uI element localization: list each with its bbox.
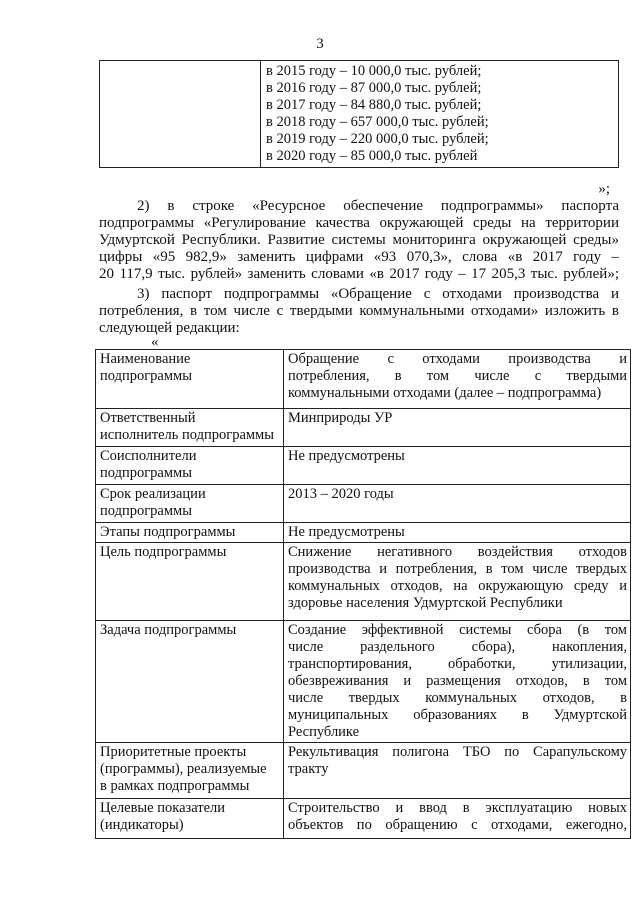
table-row [96,485,631,523]
value-line: Создание эффективной системы сбора (в том [288,622,627,638]
row-label [96,350,284,409]
label-line: подпрограммы [100,368,192,384]
paragraph-line: потребления, в том числе с твердыми коммунальными отходами» изложить в [99,303,619,319]
value-line: числе твердых коммунальных отходов, в [288,690,627,706]
label-line: Наименование [100,351,191,367]
row-value [284,523,631,543]
page-number: 3 [316,36,324,52]
funding-table [99,60,619,168]
label-line: Целевые показатели [100,800,226,816]
paragraph-line: следующей редакции: [99,320,240,336]
paragraph-2 [99,198,619,283]
table-row [96,350,631,409]
paragraph-line: подпрограммы «Регулирование качества окружающей среды на территории [99,215,619,231]
value-line: здоровье населения Удмуртской Республики [288,595,563,611]
row-value [284,543,631,621]
row-label [96,799,284,839]
value-line: коммунальных отходов, на окружающую среду и [288,578,627,594]
row-value [284,485,631,523]
value-line: Строительство и ввод в эксплуатацию новых [288,800,627,816]
row-value [284,447,631,485]
funding-line: в 2018 году – 657 000,0 тыс. рублей; [266,114,489,130]
value-line: транспортирования, обработки, утилизации, [288,656,627,672]
value-line: Снижение негативного воздействия отходов [288,544,627,560]
funding-line: в 2015 году – 10 000,0 тыс. рублей; [266,63,482,79]
table-row [100,61,619,168]
row-label [96,485,284,523]
value-line: Не предусмотрены [288,524,405,540]
label-line: подпрограммы [100,503,192,519]
paragraph-line: 2) в строке «Ресурсное обеспечение подпрограммы» паспорта [137,198,619,214]
paragraph-line: 3) паспорт подпрограммы «Обращение с отходами производства и [137,286,619,302]
label-line: подпрограммы [100,465,192,481]
funding-line: в 2019 году – 220 000,0 тыс. рублей; [266,131,489,147]
empty-cell [100,61,261,168]
label-line: исполнитель подпрограммы [100,427,274,443]
paragraph-3 [99,286,619,337]
value-line: 2013 – 2020 годы [288,486,394,502]
table-row [96,799,631,839]
funding-cell [261,61,619,168]
table-row [96,409,631,447]
value-line: числе раздельного сбора), накопления, [288,639,627,655]
row-label [96,621,284,743]
funding-line: в 2016 году – 87 000,0 тыс. рублей; [266,80,482,96]
table-row [96,523,631,543]
row-value [284,350,631,409]
paragraph-line: Удмуртской Республики. Развитие системы мониторинга окружающей среды» [99,232,619,248]
value-line: потребления, в том числе с твердыми [288,368,627,384]
row-label [96,523,284,543]
row-label [96,743,284,799]
label-line: Соисполнители [100,448,197,464]
label-line: Этапы подпрограммы [100,524,236,540]
value-line: Минприроды УР [288,410,393,426]
row-value [284,743,631,799]
paragraph-line: цифры «95 982,9» заменить цифрами «93 070,3», слова «в 2017 году – [99,249,619,265]
label-line: Задача подпрограммы [100,622,237,638]
table-row [96,543,631,621]
label-line: (индикаторы) [100,817,184,833]
row-value [284,409,631,447]
value-line: муниципальных образованиях в Удмуртской [288,707,627,723]
paragraph-line: 20 117,9 тыс. рублей» заменить словами «в 2017 году – 17 205,3 тыс. рублей»; [99,266,619,282]
label-line: Цель подпрограммы [100,544,227,560]
label-line: Приоритетные проекты [100,744,247,760]
label-line: в рамках подпрограммы [100,778,250,794]
value-line: Республике [288,724,360,740]
value-line: производства и потребления, в том числе твердых [288,561,627,577]
funding-line: в 2017 году – 84 880,0 тыс. рублей; [266,97,482,113]
opening-quote-mark: « [151,334,159,350]
funding-line: в 2020 году – 85 000,0 тыс. рублей [266,148,478,164]
table-row [96,447,631,485]
subprogram-passport-table [95,349,631,839]
row-label [96,447,284,485]
value-line: объектов по обращению с отходами, ежегодно, [288,817,627,833]
row-label [96,543,284,621]
value-line: Рекультивация полигона ТБО по Сарапульскому [288,744,627,760]
table-row [96,743,631,799]
closing-quote-mark: »; [598,181,610,197]
row-value [284,799,631,839]
row-label [96,409,284,447]
value-line: коммунальными отходами (далее – подпрограмма) [288,385,602,401]
label-line: Срок реализации [100,486,206,502]
value-line: тракту [288,761,329,777]
label-line: Ответственный [100,410,196,426]
table-row [96,621,631,743]
row-value [284,621,631,743]
value-line: Обращение с отходами производства и [288,351,627,367]
label-line: (программы), реализуемые [100,761,267,777]
value-line: Не предусмотрены [288,448,405,464]
value-line: обезвреживания и размещения отходов, в том [288,673,627,689]
